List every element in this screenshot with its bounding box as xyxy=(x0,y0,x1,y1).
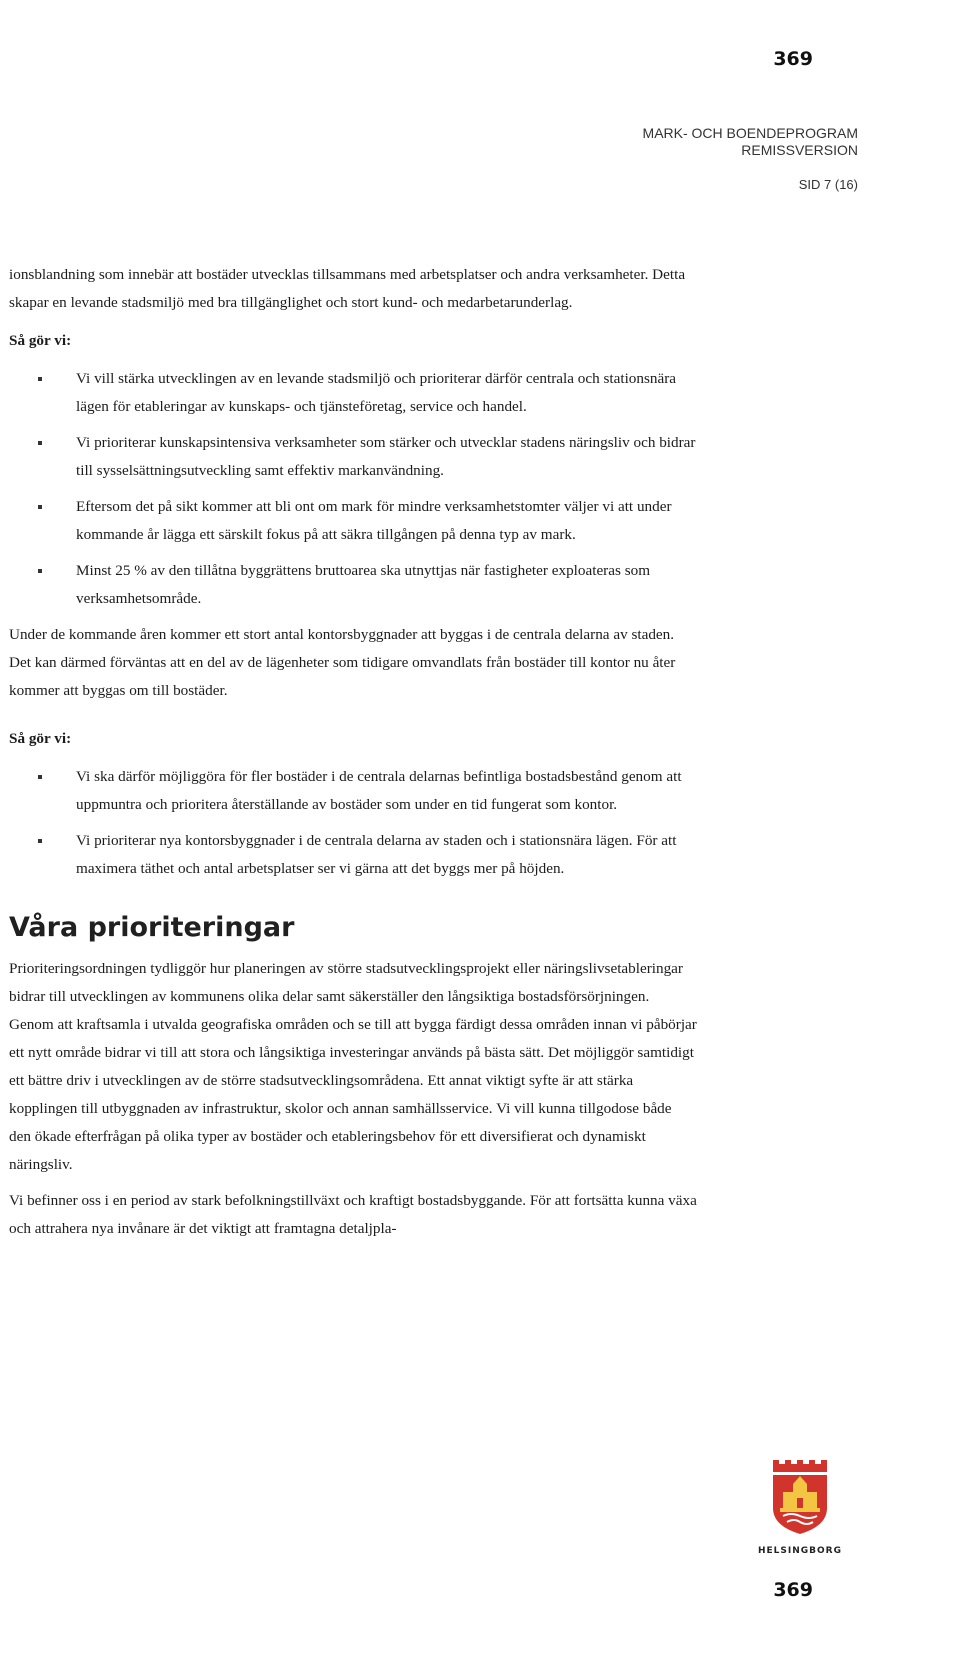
list-item: Vi ska därför möjliggöra för fler bostäder i de centrala delarnas befintliga bostadsbestånd genom att uppmuntra och prioritera återställande av bostäder som under en tid fungerat som kontor. xyxy=(76,763,697,819)
block2-list xyxy=(9,763,697,883)
document-body xyxy=(9,261,697,1243)
helsingborg-coat-of-arms-icon xyxy=(769,1458,831,1536)
list-item: Vi vill stärka utvecklingen av en levande stadsmiljö och prioriterar därför centrala och stationsnära lägen för etableringar av kunskaps- och tjänsteföretag, service och handel. xyxy=(76,365,697,421)
page-number-bottom: 369 xyxy=(773,1579,813,1601)
page-number-top: 369 xyxy=(773,48,813,70)
block1-heading: Så gör vi: xyxy=(9,332,72,349)
middle-paragraph: Under de kommande åren kommer ett stort antal kontorsbyggnader att byggas i de centrala delarna av staden. Det kan därmed förväntas att en del av de lägenheter som tidigare omvandlats från bostäder till kontor nu åter kommer att byggas om till bostäder. xyxy=(9,626,676,699)
header-version: REMISSVERSION xyxy=(741,142,858,158)
section-heading: Våra prioriteringar xyxy=(9,912,295,943)
section-paragraph-1: Prioriteringsordningen tydliggör hur planeringen av större stadsutvecklingsprojekt eller näringslivsetableringar bidrar till utvecklingen av kommunens olika delar samt säkerställer den långsiktiga bostadsförsörjningen. Genom att kraftsamla i utvalda geografiska områden och se till att bygga färdigt dessa områden innan vi påbörjar ett nytt område bidrar vi till att stora och långsiktiga investeringar används på bästa sätt. Det möjliggör samtidigt ett bättre driv i utvecklingen av de större stadsutvecklingsområdena. Ett annat viktigt syfte är att stärka kopplingen till utbyggnaden av infrastruktur, skolor och annan samhällsservice. Vi vill kunna tillgodose både den ökade efterfrågan på olika typer av bostäder och etableringsbehov för ett diversifierat och dynamiskt näringsliv. xyxy=(9,960,697,1173)
list-item: Vi prioriterar nya kontorsbyggnader i de centrala delarna av staden och i stationsnära lägen. För att maximera täthet och antal arbetsplatser ser vi gärna att det byggs mer på höjden. xyxy=(76,827,697,883)
section-paragraph-2: Vi befinner oss i en period av stark befolkningstillväxt och kraftigt bostadsbyggande. För att fortsätta kunna växa och attrahera nya invånare är det viktigt att framtagna detaljpla- xyxy=(9,1192,697,1237)
block1-list xyxy=(9,365,697,613)
page-indicator: SID 7 (16) xyxy=(798,177,858,192)
list-item: Minst 25 % av den tillåtna byggrättens bruttoarea ska utnyttjas när fastigheter exploateras som verksamhetsområde. xyxy=(76,557,697,613)
document-header xyxy=(458,125,858,159)
block2-heading: Så gör vi: xyxy=(9,730,72,747)
list-item: Vi prioriterar kunskapsintensiva verksamheter som stärker och utvecklar stadens näringsliv och bidrar till sysselsättningsutveckling samt effektiv markanvändning. xyxy=(76,429,697,485)
list-item: Eftersom det på sikt kommer att bli ont om mark för mindre verksamhetstomter väljer vi att under kommande år lägga ett särskilt fokus på att säkra tillgången på denna typ av mark. xyxy=(76,493,697,549)
helsingborg-logo xyxy=(755,1458,845,1578)
intro-paragraph: ionsblandning som innebär att bostäder utvecklas tillsammans med arbetsplatser och andra verksamheter. Detta skapar en levande stadsmiljö med bra tillgänglighet och stort kund- och medarbetarunderlag. xyxy=(9,266,686,311)
logo-text: HELSINGBORG xyxy=(758,1546,842,1556)
header-program-title: MARK- OCH BOENDEPROGRAM xyxy=(642,125,858,141)
